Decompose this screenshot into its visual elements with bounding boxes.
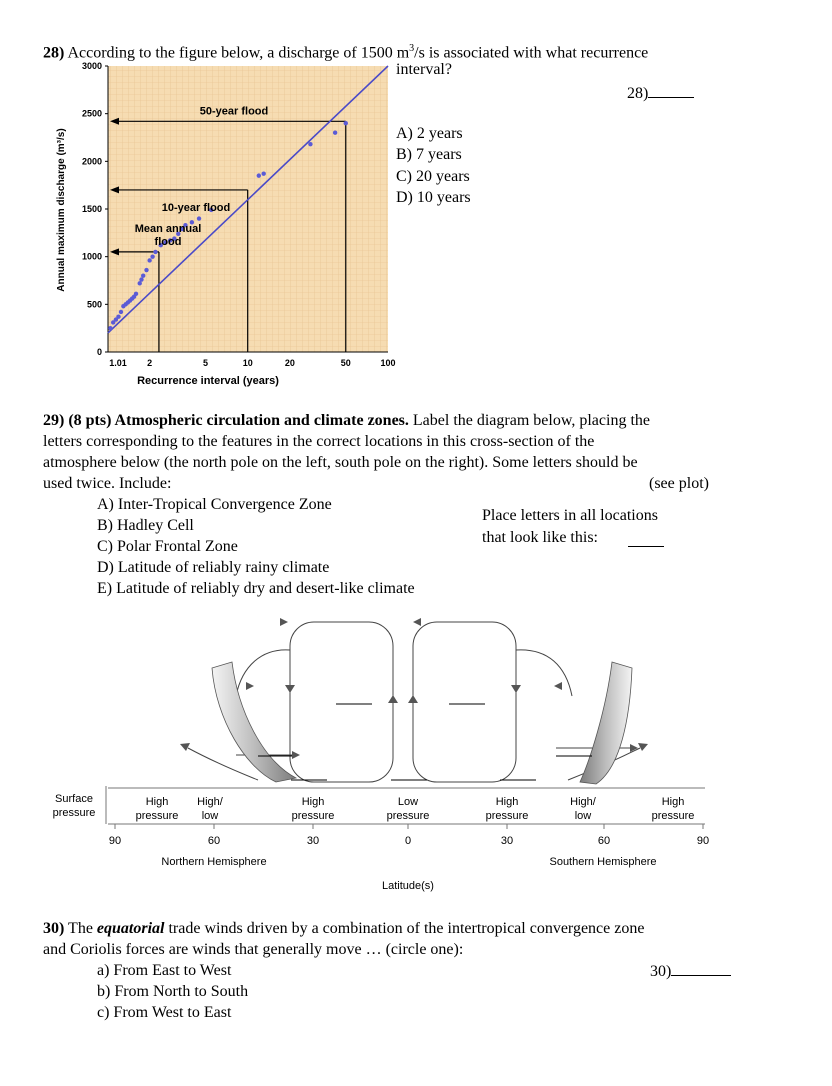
pressure-label: low [574, 810, 592, 822]
pressure-label: pressure [651, 810, 695, 822]
data-point [119, 310, 123, 314]
latitude-label: 0 [404, 835, 412, 847]
pressure-label: High [661, 796, 685, 808]
q28-answer-blank[interactable] [648, 82, 694, 98]
annotation-10-year-flood: 10-year flood [161, 201, 231, 214]
data-point [261, 172, 265, 176]
q30-answer-blank[interactable] [671, 960, 731, 976]
q28-text-before: According to the figure below, a discharge of 1500 m [67, 44, 410, 62]
polar-front-north [212, 662, 296, 782]
x-tick-label: 2 [147, 358, 153, 368]
q30-prompt-line2: and Coriolis forces are winds that generally move … (circle one): [43, 941, 464, 958]
data-point [134, 292, 138, 296]
y-tick-label: 2500 [81, 108, 102, 119]
pressure-label: pressure [135, 810, 179, 822]
arrow-polar-south [638, 743, 648, 751]
arrow-down-south [511, 685, 521, 693]
pressure-label: low [201, 810, 219, 822]
q30-option-c[interactable]: c) From West to East [97, 1004, 232, 1021]
circulation-diagram [0, 600, 832, 900]
q28-answer-slot [627, 82, 694, 104]
arrow-up-north [388, 695, 398, 703]
q28-superscript: 3 [409, 43, 415, 54]
pressure-label: High [301, 796, 325, 808]
q28-text-after: /s is associated with what recurrence [414, 44, 649, 62]
q28-option-c[interactable]: C) 20 years [396, 168, 470, 185]
flood-frequency-chart [50, 58, 396, 393]
q30-emphasis: equatorial [96, 920, 165, 937]
latitude-label: 30 [306, 835, 320, 847]
latitude-label: 90 [696, 835, 710, 847]
arrow-cell-south [413, 618, 421, 626]
x-tick-label: 20 [284, 358, 295, 368]
data-point [333, 131, 337, 135]
q29-blank-example [628, 546, 664, 547]
q29-item-b: B) Hadley Cell [97, 517, 194, 534]
data-point [344, 121, 348, 125]
q29-see-plot: (see plot) [649, 475, 709, 492]
arrow-ferrel-south [554, 682, 562, 690]
x-tick-label: 50 [340, 358, 351, 368]
data-point [257, 173, 261, 177]
q29-text1: Label the diagram below, placing the [408, 412, 650, 429]
y-tick-label: 2000 [81, 156, 102, 167]
latitude-axis-title: Latitude(s) [382, 880, 434, 892]
data-point [108, 326, 112, 330]
q29-item-c: C) Polar Frontal Zone [97, 538, 238, 555]
pressure-label: High [495, 796, 519, 808]
northern-hemisphere-label: Northern Hemisphere [161, 856, 267, 868]
annotation-mean-annual-flood-line2: flood [154, 235, 182, 248]
q28-option-d[interactable]: D) 10 years [396, 189, 471, 206]
q30-number: 30) [43, 920, 65, 937]
q28-number: 28) [43, 44, 65, 62]
arrow-westerly-north [292, 751, 300, 759]
pressure-label: pressure [485, 810, 529, 822]
y-tick-label: 3000 [81, 61, 102, 71]
q30-answer-slot [650, 960, 731, 982]
q30-option-a[interactable]: a) From East to West [97, 962, 232, 979]
arrow-up-south [408, 695, 418, 703]
q29-prompt-line3: atmosphere below (the north pole on the left, south pole on the right). Some letters should be [43, 454, 638, 471]
latitude-label: 30 [500, 835, 514, 847]
q29-item-a: A) Inter-Tropical Convergence Zone [97, 496, 332, 513]
arrow-cell-north [280, 618, 288, 626]
y-tick-label: 1000 [81, 251, 102, 262]
data-point [147, 258, 151, 262]
hadley-cell-south [413, 622, 516, 782]
pressure-label: High/ [197, 796, 223, 808]
x-tick-label: 100 [380, 358, 396, 368]
arrow-ferrel-north [246, 682, 254, 690]
surface-label-line2: pressure [52, 807, 96, 819]
q28-option-a[interactable]: A) 2 years [396, 125, 463, 142]
data-point [153, 250, 157, 254]
latitude-label: 90 [108, 835, 122, 847]
hadley-cell-north [290, 622, 393, 782]
x-tick-label: 5 [202, 358, 208, 368]
annotation-50-year-flood: 50-year flood [199, 105, 269, 118]
q29-prompt-line1 [43, 410, 650, 431]
q29-place-note-line2: that look like this: [482, 529, 598, 546]
q30-option-b[interactable]: b) From North to South [97, 983, 249, 1000]
x-tick-label: 10 [242, 358, 253, 368]
y-tick-label: 500 [86, 299, 102, 310]
q29-item-e: E) Latitude of reliably dry and desert-like climate [97, 580, 415, 597]
data-point [141, 274, 145, 278]
chart-x-label: Recurrence interval (years) [137, 375, 279, 387]
data-point [139, 277, 143, 281]
q29-item-d: D) Latitude of reliably rainy climate [97, 559, 330, 576]
data-point [144, 268, 148, 272]
pressure-label: Low [397, 796, 419, 808]
q30-prompt-line1 [43, 918, 644, 939]
arrow-polar-north [180, 743, 190, 751]
pressure-label: High [145, 796, 169, 808]
q29-heading: (8 pts) Atmospheric circulation and climate zones. [68, 412, 409, 429]
pressure-label: High/ [570, 796, 596, 808]
x-tick-label: 1.01 [109, 358, 127, 368]
pressure-label: pressure [291, 810, 335, 822]
ferrel-cell-south-top [516, 650, 572, 696]
y-tick-label: 1500 [81, 204, 102, 214]
q28-option-b[interactable]: B) 7 years [396, 146, 462, 163]
annotation-mean-annual-flood-line1: Mean annual [134, 222, 202, 235]
surface-label-line1: Surface [55, 793, 93, 805]
q28-answer-label: 28) [627, 85, 649, 102]
data-point [138, 281, 142, 285]
q30-answer-label: 30) [650, 963, 672, 980]
q29-number: 29) [43, 412, 65, 429]
data-point [308, 142, 312, 146]
data-point [197, 216, 201, 220]
q30-text1: The [64, 920, 97, 937]
data-point [150, 254, 154, 258]
q29-place-note-line1: Place letters in all locations [482, 507, 658, 524]
data-point [116, 315, 120, 319]
chart-y-label: Annual maximum discharge (m³/s) [56, 128, 67, 292]
q28-prompt-line2: interval? [396, 61, 452, 78]
q29-prompt-line2: letters corresponding to the features in the correct locations in this cross-section of the [43, 433, 595, 450]
southern-hemisphere-label: Southern Hemisphere [549, 856, 657, 868]
ferrel-cell-north-top [236, 650, 290, 696]
polar-front-south [580, 662, 632, 784]
y-tick-label: 0 [96, 347, 102, 357]
q29-prompt-line4: used twice. Include: [43, 475, 172, 492]
q30-text2: trade winds driven by a combination of the intertropical convergence zone [164, 920, 645, 937]
arrow-down-north [285, 685, 295, 693]
latitude-label: 60 [597, 835, 611, 847]
pressure-label: pressure [386, 810, 430, 822]
latitude-label: 60 [207, 835, 221, 847]
